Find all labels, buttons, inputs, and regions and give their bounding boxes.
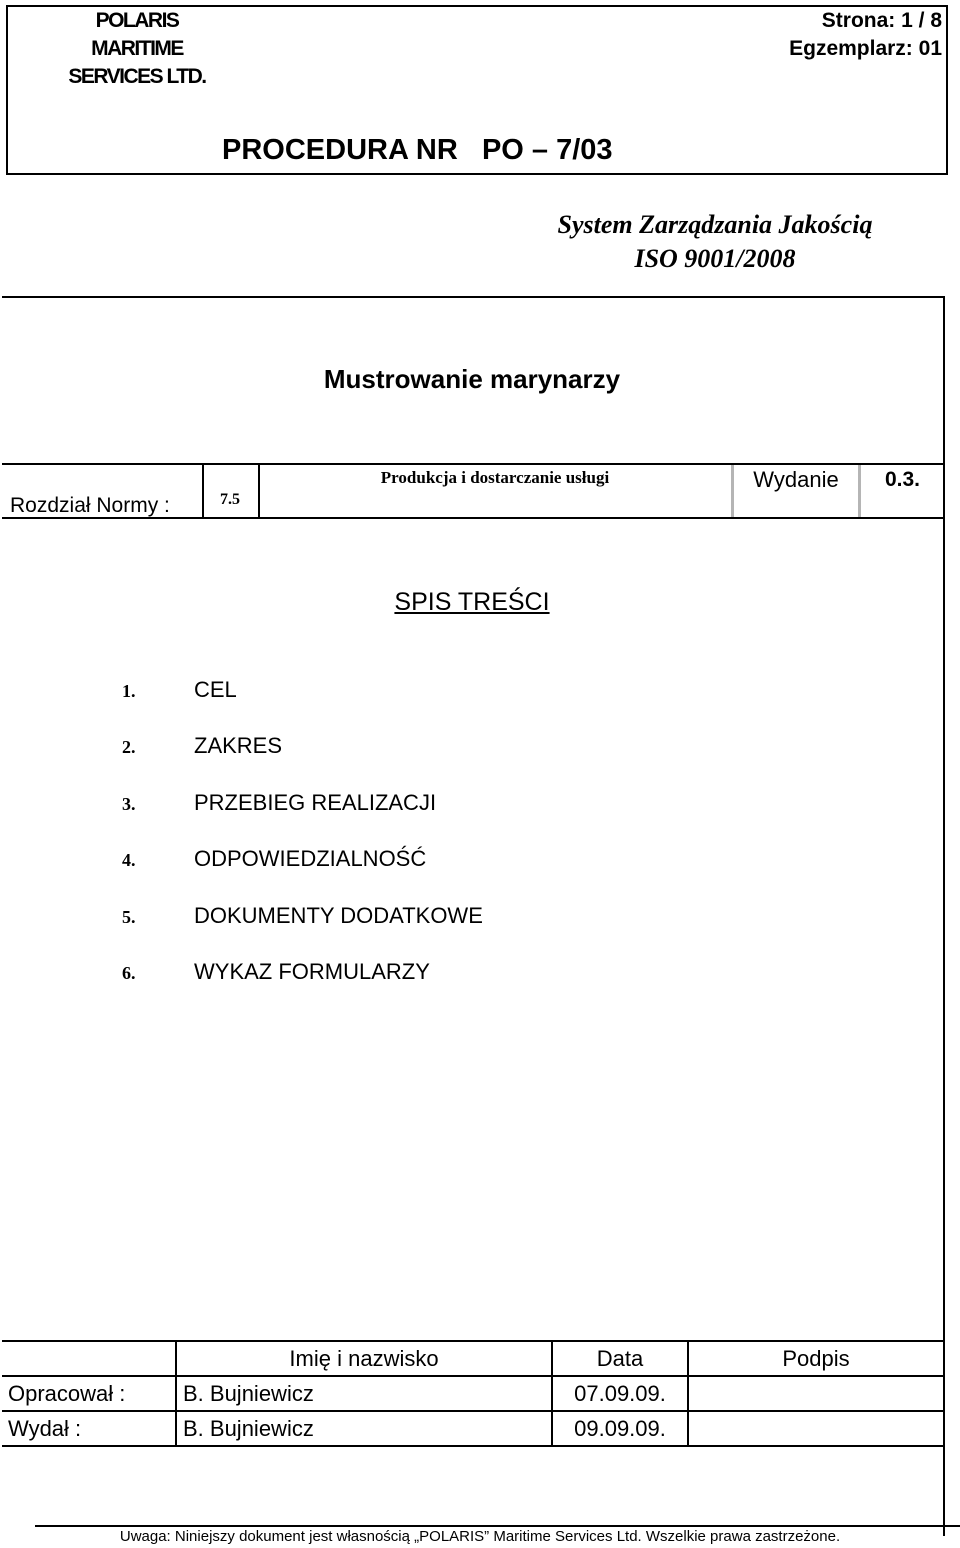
document-title: Mustrowanie marynarzy (323, 364, 621, 394)
page-info (789, 7, 942, 63)
toc-item-number: 3. (122, 794, 136, 814)
toc-item-label: WYKAZ FORMULARZY (194, 959, 430, 984)
iso-standard: ISO 9001/2008 (634, 244, 796, 273)
norm-name-cell (260, 465, 730, 517)
toc-item (122, 901, 483, 932)
signature-header-row (2, 1341, 944, 1376)
toc-item-label: ZAKRES (194, 733, 283, 758)
footer-notice: Uwaga: Niniejszy dokument jest własnością „POLARIS” Maritime Services Ltd. Wszelkie prawa zastrzeżone. (119, 1528, 841, 1545)
norm-row (2, 463, 945, 519)
norm-label-cell (2, 465, 202, 517)
toc-item (122, 957, 430, 988)
company-name (62, 7, 212, 91)
toc-item (122, 844, 426, 875)
edition-label: Wydanie (753, 467, 839, 492)
toc-item (122, 731, 282, 762)
role-cell: Wydał : (2, 1411, 176, 1446)
company-line-1: POLARIS (95, 9, 179, 32)
toc-item-label: ODPOWIEDZIALNOŚĆ (194, 846, 427, 871)
date-cell: 09.09.09. (552, 1411, 688, 1446)
norm-number-cell (202, 465, 260, 517)
name-cell: B. Bujniewicz (176, 1411, 552, 1446)
toc-title: SPIS TREŚCI (394, 588, 550, 616)
norm-name: Produkcja i dostarczanie usługi (380, 468, 610, 487)
signature-table (2, 1340, 945, 1447)
norm-label: Rozdział Normy : (10, 494, 170, 517)
name-header: Imię i nazwisko (176, 1341, 552, 1376)
edition-value-cell (862, 465, 943, 517)
toc-item-number: 2. (122, 737, 136, 757)
norm-number: 7.5 (220, 491, 240, 508)
procedure-number: PROCEDURA NR PO – 7/03 (222, 134, 613, 166)
toc-item (122, 675, 237, 706)
separator (731, 465, 734, 517)
separator (858, 465, 861, 517)
toc-item-label: CEL (194, 677, 237, 702)
page-number: Strona: 1 / 8 (821, 9, 942, 32)
toc-item-number: 6. (122, 963, 136, 983)
quality-system (460, 208, 960, 276)
copy-number: Egzemplarz: 01 (789, 37, 942, 60)
name-cell: B. Bujniewicz (176, 1376, 552, 1411)
quality-system-name: System Zarządzania Jakością (557, 210, 873, 239)
company-line-2: MARITIME (91, 37, 183, 60)
toc-item-number: 1. (122, 681, 136, 701)
edition-label-cell (735, 465, 857, 517)
toc-item (122, 788, 436, 819)
role-cell: Opracował : (2, 1376, 176, 1411)
signature-cell (688, 1376, 944, 1411)
toc-item-label: PRZEBIEG REALIZACJI (194, 790, 437, 815)
signature-header: Podpis (688, 1341, 944, 1376)
signature-cell (688, 1411, 944, 1446)
date-cell: 07.09.09. (552, 1376, 688, 1411)
toc-item-label: DOKUMENTY DODATKOWE (194, 903, 483, 928)
edition-value: 0.3. (884, 468, 921, 491)
table-row (2, 1411, 944, 1446)
table-cell (2, 1341, 176, 1376)
company-line-3: SERVICES LTD. (68, 65, 206, 88)
table-row (2, 1376, 944, 1411)
toc-item-number: 5. (122, 907, 136, 927)
toc-item-number: 4. (122, 850, 136, 870)
date-header: Data (552, 1341, 688, 1376)
